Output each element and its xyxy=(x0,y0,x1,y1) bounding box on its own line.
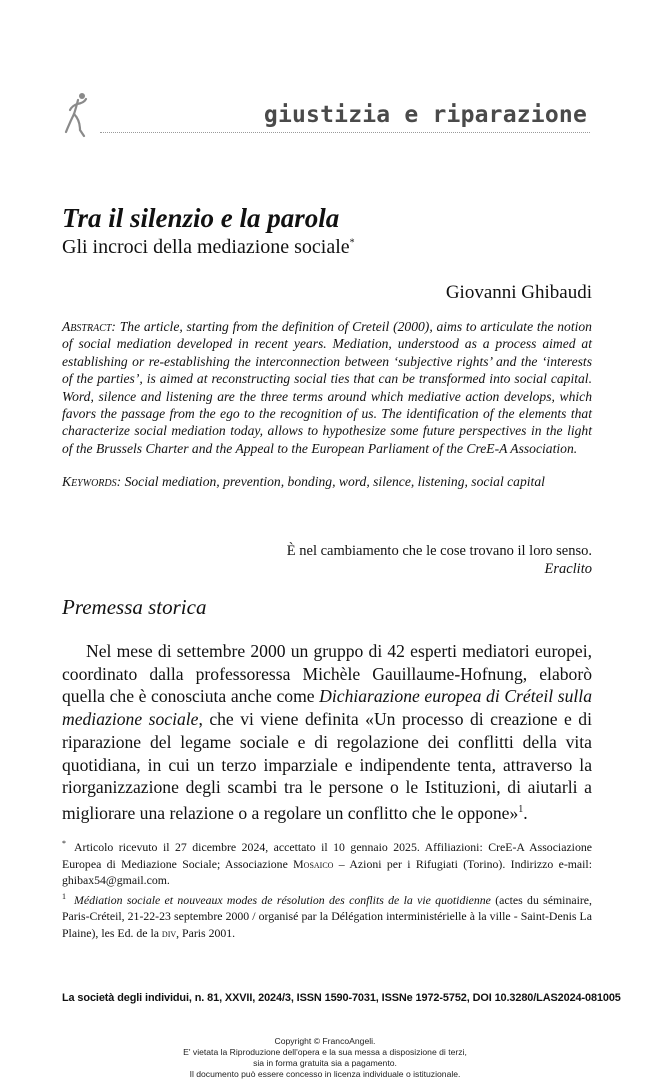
section-heading: Premessa storica xyxy=(62,595,207,619)
footnote-smallcaps: div xyxy=(161,925,177,940)
journal-citation: La società degli individui, n. 81, XXVII, 2024/3, ISSN 1590-7031, ISSNe 1972-5752, DOI 10.3280/LAS2024-081005 xyxy=(62,992,621,1004)
copyright-line: Copyright © FrancoAngeli. xyxy=(274,1036,376,1046)
footnote-text: – Azioni per i Rifugiati (Torino). Indirizzo e-mail: ghibax54@gmail.com. xyxy=(62,856,592,888)
epigraph xyxy=(287,542,592,578)
body-text-part2: , che vi viene definita «Un processo di creazione e di riparazione del legame sociale e di regolazione dei conflitti della vita quotidiana, in cui un terzo imparziale e indipendente tenta, attraverso la riorganizzazione degli scambi tra le persone o le Istituzioni, di aiutarli a migliorare una relazione o a regolare un conflitto che le oppone» xyxy=(62,709,592,823)
footnote-text: , Paris 2001. xyxy=(176,925,236,940)
footnote-text: (actes du séminaire, Paris-Créteil, 21-22-23 septembre 2000 / organisé par la Délégation interministérielle à la ville - Saint-Denis La Plaine), les Ed. de la xyxy=(62,892,592,940)
abstract-text: The article, starting from the definition of Creteil (2000), aims to articulate the notion of social mediation developed in recent years. Mediation, understood as a process aimed at establishing or re-establishing the interconnection between ‘subjective rights’ and the ‘interests of the parties’, is aimed at reconstructing social ties that can be transformed into social capital. Word, silence and listening are the three terms around which mediative action develops, which favors the passage from the ego to the recognition of us. The identification of the elements that characterize social mediation today, allows to hypothesize some future perspectives in the light of the Brussels Charter and the Appeal to the European Parliament of the CreE-A Association. xyxy=(62,319,592,456)
copyright-line: sia in forma gratuita sia a pagamento. xyxy=(253,1058,397,1068)
keywords-text: Social mediation, prevention, bonding, word, silence, listening, social capital xyxy=(124,474,545,489)
header-divider xyxy=(100,132,590,133)
article-title: Tra il silenzio e la parola xyxy=(62,203,340,233)
body-paragraph xyxy=(62,640,592,824)
footnote-mark: * xyxy=(62,839,66,848)
journal-name: giustizia e riparazione xyxy=(263,102,587,128)
footnote-italic: Médiation sociale et nouveaux modes de résolution des conflits de la vie quotidienne xyxy=(74,892,491,907)
footnote-ref: 1 xyxy=(518,803,524,815)
footnotes xyxy=(62,836,592,941)
keywords xyxy=(62,473,592,490)
article-author: Giovanni Ghibaudi xyxy=(445,282,592,303)
epigraph-quote: È nel cambiamento che le cose trovano il loro senso. xyxy=(286,543,592,559)
footnote-text: Articolo ricevuto il 27 dicembre 2024, accettato il 10 gennaio 2025. Affiliazioni: CreE-A Associazione Europea di Mediazione Sociale; Associazione xyxy=(62,839,592,871)
footnote-item xyxy=(62,889,592,942)
abstract-label: Abstract: xyxy=(62,319,116,334)
copyright-line: Il documento può essere concesso in licenza individuale o istituzionale. xyxy=(189,1069,461,1079)
running-figure-icon xyxy=(58,90,98,140)
keywords-label: Keywords: xyxy=(62,474,122,489)
footnote-mark: 1 xyxy=(62,891,66,901)
body-text-part1: Nel mese di settembre 2000 un gruppo di 42 esperti mediatori europei, coordinato dalla professoressa Michèle Gauillaume-Hofnung, elaborò quella che è conosciuta anche come xyxy=(62,641,592,707)
footnote-smallcaps: Mosaico xyxy=(293,856,334,871)
footnote-item xyxy=(62,836,592,889)
epigraph-author: Eraclito xyxy=(544,561,592,577)
copyright-notice xyxy=(0,1036,650,1080)
body-text-italic: Dichiarazione europea di Créteil sulla mediazione sociale xyxy=(62,686,592,730)
article-subtitle xyxy=(62,236,355,259)
subtitle-note-mark: * xyxy=(349,237,355,249)
copyright-line: E' vietata la Riproduzione dell'opera e la sua messa a disposizione di terzi, xyxy=(183,1047,467,1057)
body-text-end: . xyxy=(523,802,528,823)
subtitle-text: Gli incroci della mediazione sociale xyxy=(62,236,350,258)
abstract xyxy=(62,318,592,457)
